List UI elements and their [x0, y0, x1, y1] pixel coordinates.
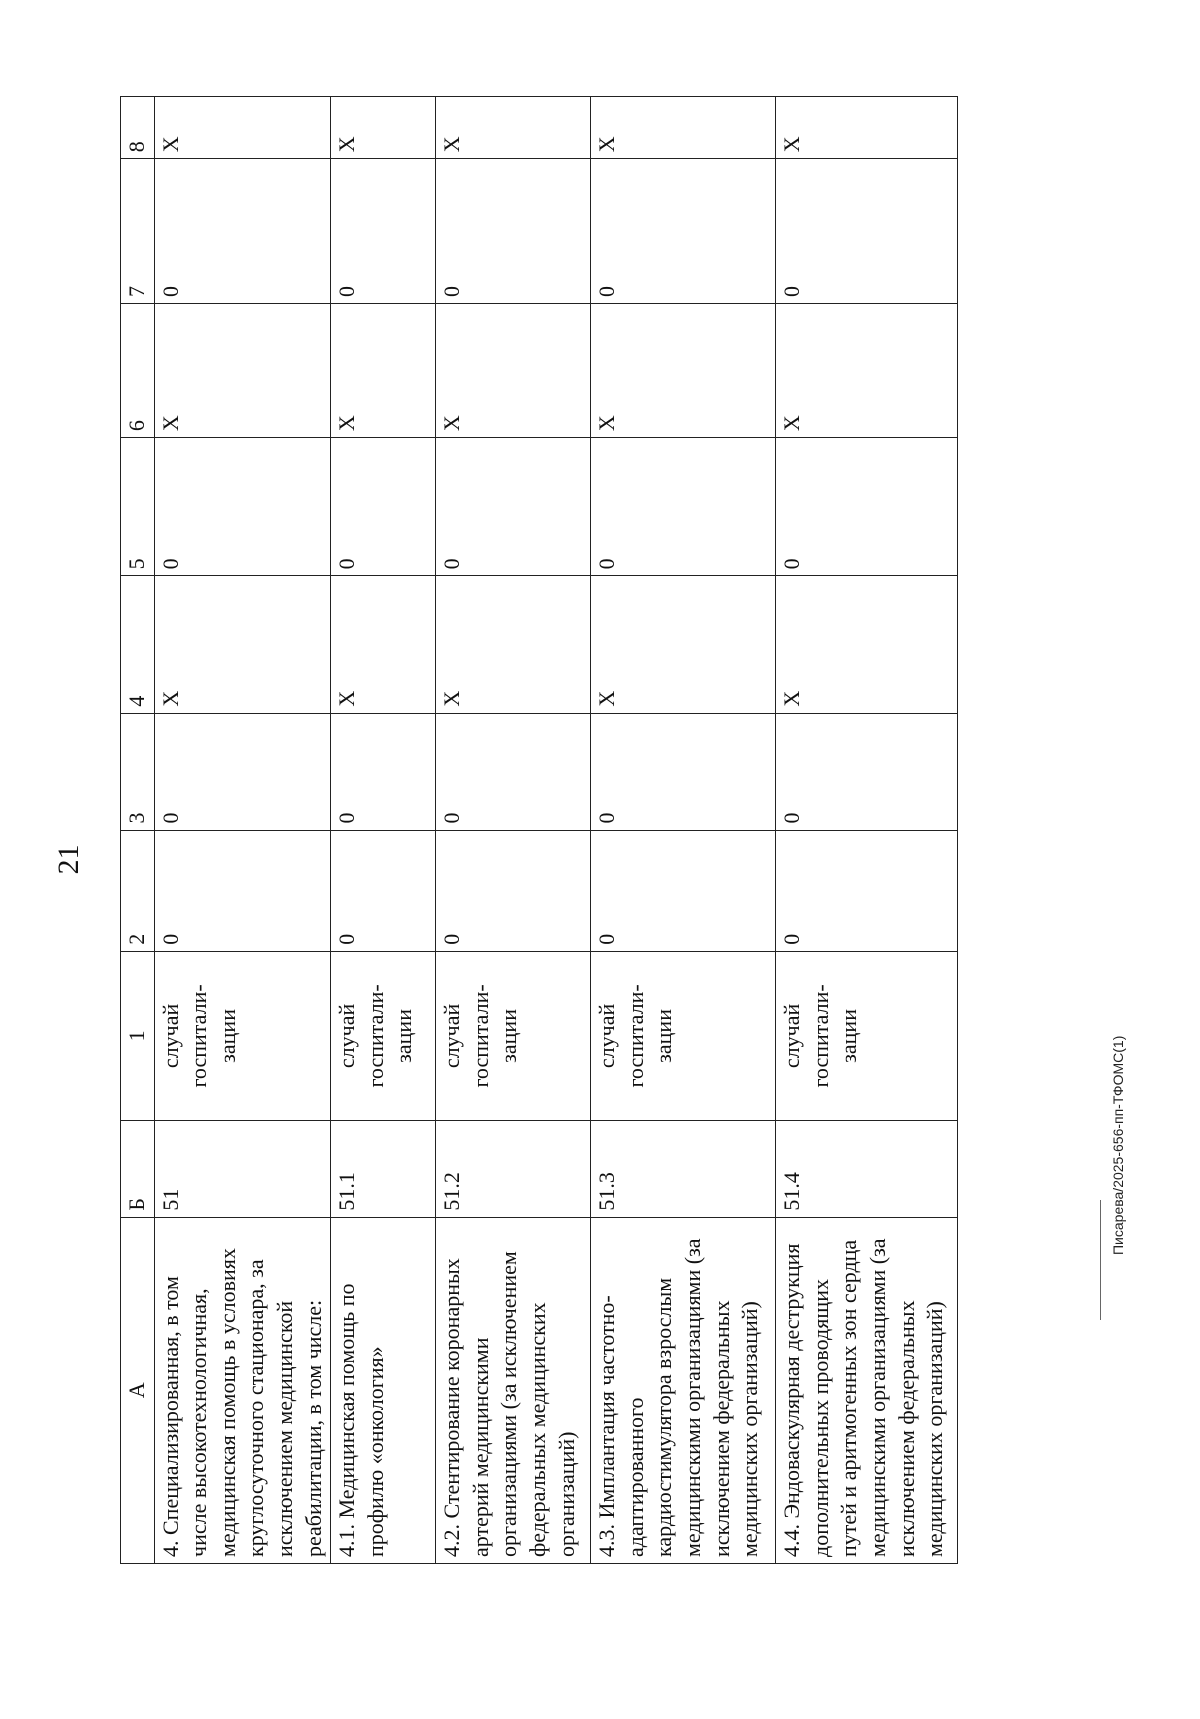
cell: 0: [436, 713, 591, 830]
cell: 0: [776, 438, 958, 576]
cell: 0: [331, 159, 436, 304]
cell: 0: [591, 438, 776, 576]
row-name: 4.1. Медицинская помощь по профилю «онкология»: [331, 1217, 436, 1563]
page-number: 21: [52, 844, 85, 875]
header-cell: 5: [121, 438, 155, 576]
header-cell: А: [121, 1217, 155, 1563]
cell: 0: [591, 159, 776, 304]
cell: 0: [436, 438, 591, 576]
table-row: [436, 97, 591, 1564]
row-name: 4.4. Эндоваскулярная деструкция дополнительных проводящих путей и аритмогенных зон сердца медицинскими организациями (за исключением федеральных медицинских организаций): [776, 1217, 958, 1563]
cell: X: [436, 97, 591, 159]
cell: 0: [436, 830, 591, 951]
row-unit: случай госпитали-зации: [154, 951, 331, 1120]
cell: 0: [591, 713, 776, 830]
footer-rule: [1100, 1200, 1101, 1320]
header-cell: 1: [121, 951, 155, 1120]
header-cell: 7: [121, 159, 155, 304]
cell: 0: [331, 713, 436, 830]
cell: X: [776, 97, 958, 159]
row-code: 51.2: [436, 1121, 591, 1218]
row-code: 51.4: [776, 1121, 958, 1218]
table-row: [154, 97, 331, 1564]
cell: X: [591, 97, 776, 159]
header-cell: 2: [121, 830, 155, 951]
cell: X: [154, 97, 331, 159]
cell: 0: [154, 830, 331, 951]
cell: X: [331, 576, 436, 713]
cell: 0: [776, 830, 958, 951]
row-code: 51.1: [331, 1121, 436, 1218]
cell: X: [331, 97, 436, 159]
table-row: [331, 97, 436, 1564]
header-cell: 8: [121, 97, 155, 159]
row-name: 4. Специализированная, в том числе высокотехнологичная, медицинская помощь в условиях круглосуточного стационара, за исключением медицинской реабилитации, в том числе:: [154, 1217, 331, 1563]
row-unit: случай госпитали-зации: [776, 951, 958, 1120]
cell: 0: [776, 713, 958, 830]
row-code: 51: [154, 1121, 331, 1218]
cell: X: [776, 304, 958, 438]
row-unit: случай госпитали-зации: [436, 951, 591, 1120]
cell: X: [591, 576, 776, 713]
cell: X: [591, 304, 776, 438]
cell: 0: [331, 830, 436, 951]
row-code: 51.3: [591, 1121, 776, 1218]
footer-code: Писарева/2025-656-пп-ТФОМС(1): [1110, 1035, 1126, 1255]
cell: 0: [776, 159, 958, 304]
cell: 0: [436, 159, 591, 304]
row-unit: случай госпитали-зации: [591, 951, 776, 1120]
header-cell: 3: [121, 713, 155, 830]
cell: X: [776, 576, 958, 713]
data-table: [120, 96, 958, 1564]
row-name: 4.3. Имплантация частотно-адаптированного кардиостимулятора взрослым медицинскими организациями (за исключением федеральных медицинских организаций): [591, 1217, 776, 1563]
header-cell: Б: [121, 1121, 155, 1218]
row-name: 4.2. Стентирование коронарных артерий медицинскими организациями (за исключением федеральных медицинских организаций): [436, 1217, 591, 1563]
cell: 0: [331, 438, 436, 576]
cell: 0: [154, 159, 331, 304]
cell: X: [331, 304, 436, 438]
cell: 0: [154, 713, 331, 830]
table-row: [776, 97, 958, 1564]
cell: X: [436, 576, 591, 713]
header-row: [121, 97, 155, 1564]
table-row: [591, 97, 776, 1564]
row-unit: случай госпитали-зации: [331, 951, 436, 1120]
cell: 0: [591, 830, 776, 951]
header-cell: 4: [121, 576, 155, 713]
cell: X: [154, 576, 331, 713]
cell: X: [154, 304, 331, 438]
cell: X: [436, 304, 591, 438]
cell: 0: [154, 438, 331, 576]
header-cell: 6: [121, 304, 155, 438]
